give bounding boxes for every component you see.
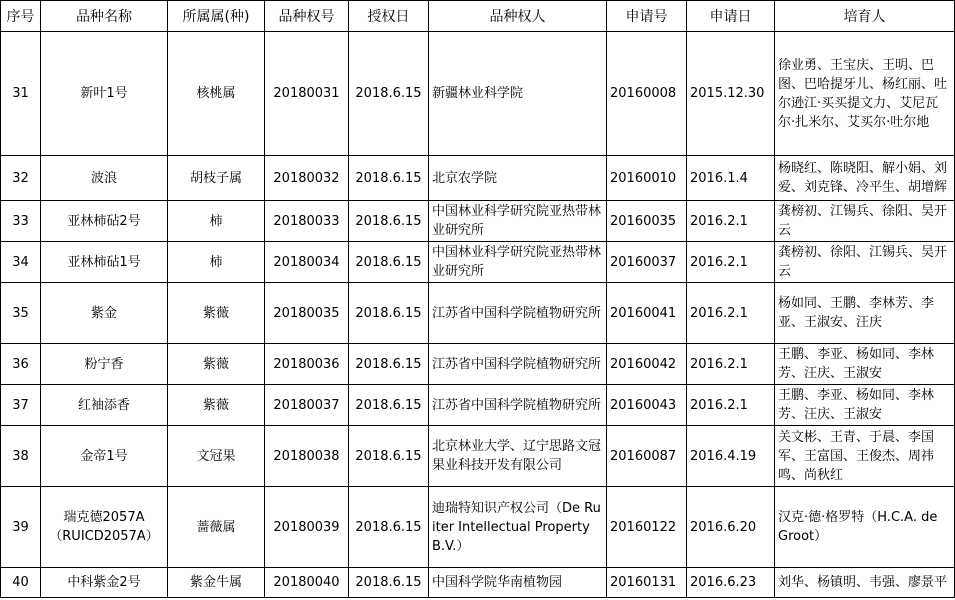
cell-owner: 江苏省中国科学院植物研究所 [429,344,607,385]
cell-owner: 北京林业大学、辽宁思路文冠果业科技开发有限公司 [429,426,607,487]
header-app-no: 申请号 [607,1,687,32]
header-variety-name: 品种名称 [41,1,168,32]
cell-right-no: 20180035 [265,283,349,344]
cell-breeders: 徐业勇、王宝庆、王明、巴图、巴哈提牙儿、杨红丽、吐尔逊江·买买提文力、艾尼瓦尔·扎米尔、艾买尔·吐尔地 [775,32,955,156]
cell-app-date: 2016.2.1 [687,201,775,242]
header-owner: 品种权人 [429,1,607,32]
cell-app-date: 2016.4.19 [687,426,775,487]
cell-variety-name: 中科紫金2号 [41,568,168,598]
cell-row-no: 39 [1,487,41,568]
cell-right-no: 20180034 [265,242,349,283]
cell-app-date: 2016.2.1 [687,242,775,283]
cell-genus: 紫金牛属 [168,568,265,598]
cell-row-no: 31 [1,32,41,156]
cell-app-date: 2016.6.20 [687,487,775,568]
cell-genus: 紫薇 [168,344,265,385]
cell-row-no: 33 [1,201,41,242]
cell-row-no: 38 [1,426,41,487]
header-breeders: 培育人 [775,1,955,32]
cell-app-date: 2016.2.1 [687,385,775,426]
cell-right-no: 20180040 [265,568,349,598]
cell-breeders: 关文彬、王青、于晨、李国军、王富国、王俊杰、周祎鸣、尚秋红 [775,426,955,487]
cell-app-date: 2016.2.1 [687,344,775,385]
cell-owner: 中国林业科学研究院亚热带林业研究所 [429,242,607,283]
cell-owner: 北京农学院 [429,156,607,201]
header-no: 序号 [1,1,41,32]
cell-app-no: 20160131 [607,568,687,598]
cell-row-no: 40 [1,568,41,598]
cell-grant-date: 2018.6.15 [349,283,429,344]
cell-app-no: 20160035 [607,201,687,242]
cell-row-no: 32 [1,156,41,201]
cell-variety-name: 新叶1号 [41,32,168,156]
cell-breeders: 王鹏、李亚、杨如同、李林芳、汪庆、王淑安 [775,344,955,385]
cell-owner: 江苏省中国科学院植物研究所 [429,283,607,344]
cell-genus: 核桃属 [168,32,265,156]
header-grant-date: 授权日 [349,1,429,32]
cell-right-no: 20180039 [265,487,349,568]
cell-grant-date: 2018.6.15 [349,487,429,568]
cell-right-no: 20180036 [265,344,349,385]
cell-app-no: 20160037 [607,242,687,283]
cell-row-no: 34 [1,242,41,283]
cell-app-no: 20160041 [607,283,687,344]
table-row [1,426,955,487]
cell-breeders: 龚榜初、江锡兵、徐阳、吴开云 [775,201,955,242]
cell-breeders: 龚榜初、徐阳、江锡兵、吴开云 [775,242,955,283]
cell-app-no: 20160087 [607,426,687,487]
cell-breeders: 杨如同、王鹏、李林芳、李亚、王淑安、汪庆 [775,283,955,344]
cell-right-no: 20180032 [265,156,349,201]
cell-right-no: 20180033 [265,201,349,242]
table-row [1,201,955,242]
cell-genus: 紫薇 [168,385,265,426]
table-row [1,487,955,568]
cell-app-date: 2016.1.4 [687,156,775,201]
cell-grant-date: 2018.6.15 [349,201,429,242]
cell-app-date: 2016.2.1 [687,283,775,344]
table-row [1,283,955,344]
cell-variety-name: 紫金 [41,283,168,344]
header-genus: 所属属(种) [168,1,265,32]
cell-owner: 迪瑞特知识产权公司（De Ruiter Intellectual Property B.V.） [429,487,607,568]
table-row [1,156,955,201]
header-app-date: 申请日 [687,1,775,32]
cell-genus: 文冠果 [168,426,265,487]
cell-genus: 胡枝子属 [168,156,265,201]
table-row [1,32,955,156]
cell-owner: 新疆林业科学院 [429,32,607,156]
cell-row-no: 37 [1,385,41,426]
header-row [1,1,955,32]
table-row [1,568,955,598]
cell-variety-name: 瑞克德2057A（RUICD2057A） [41,487,168,568]
cell-variety-name: 红袖添香 [41,385,168,426]
cell-genus: 柿 [168,242,265,283]
cell-breeders: 杨晓红、陈晓阳、解小娟、刘爱、刘克锋、冷平生、胡增辉 [775,156,955,201]
cell-grant-date: 2018.6.15 [349,32,429,156]
table-row [1,385,955,426]
cell-grant-date: 2018.6.15 [349,344,429,385]
cell-app-no: 20160122 [607,487,687,568]
cell-right-no: 20180037 [265,385,349,426]
cell-app-no: 20160008 [607,32,687,156]
cell-genus: 蔷薇属 [168,487,265,568]
cell-breeders: 王鹏、李亚、杨如同、李林芳、汪庆、王淑安 [775,385,955,426]
cell-owner: 中国林业科学研究院亚热带林业研究所 [429,201,607,242]
cell-variety-name: 金帝1号 [41,426,168,487]
header-right-no: 品种权号 [265,1,349,32]
cell-app-no: 20160042 [607,344,687,385]
cell-right-no: 20180031 [265,32,349,156]
cell-breeders: 汉克·德·格罗特（H.C.A. de Groot） [775,487,955,568]
cell-right-no: 20180038 [265,426,349,487]
cell-variety-name: 波浪 [41,156,168,201]
cell-row-no: 36 [1,344,41,385]
cell-app-date: 2015.12.30 [687,32,775,156]
cell-owner: 江苏省中国科学院植物研究所 [429,385,607,426]
cell-genus: 紫薇 [168,283,265,344]
cell-grant-date: 2018.6.15 [349,426,429,487]
cell-genus: 柿 [168,201,265,242]
cell-variety-name: 粉宁香 [41,344,168,385]
cell-breeders: 刘华、杨镇明、韦强、廖景平 [775,568,955,598]
cell-row-no: 35 [1,283,41,344]
cell-grant-date: 2018.6.15 [349,242,429,283]
cell-app-no: 20160010 [607,156,687,201]
table-row [1,344,955,385]
cell-grant-date: 2018.6.15 [349,568,429,598]
table-row [1,242,955,283]
cell-app-date: 2016.6.23 [687,568,775,598]
cell-variety-name: 亚林柿砧1号 [41,242,168,283]
cell-grant-date: 2018.6.15 [349,156,429,201]
cell-app-no: 20160043 [607,385,687,426]
cell-owner: 中国科学院华南植物园 [429,568,607,598]
cell-variety-name: 亚林柿砧2号 [41,201,168,242]
cell-grant-date: 2018.6.15 [349,385,429,426]
